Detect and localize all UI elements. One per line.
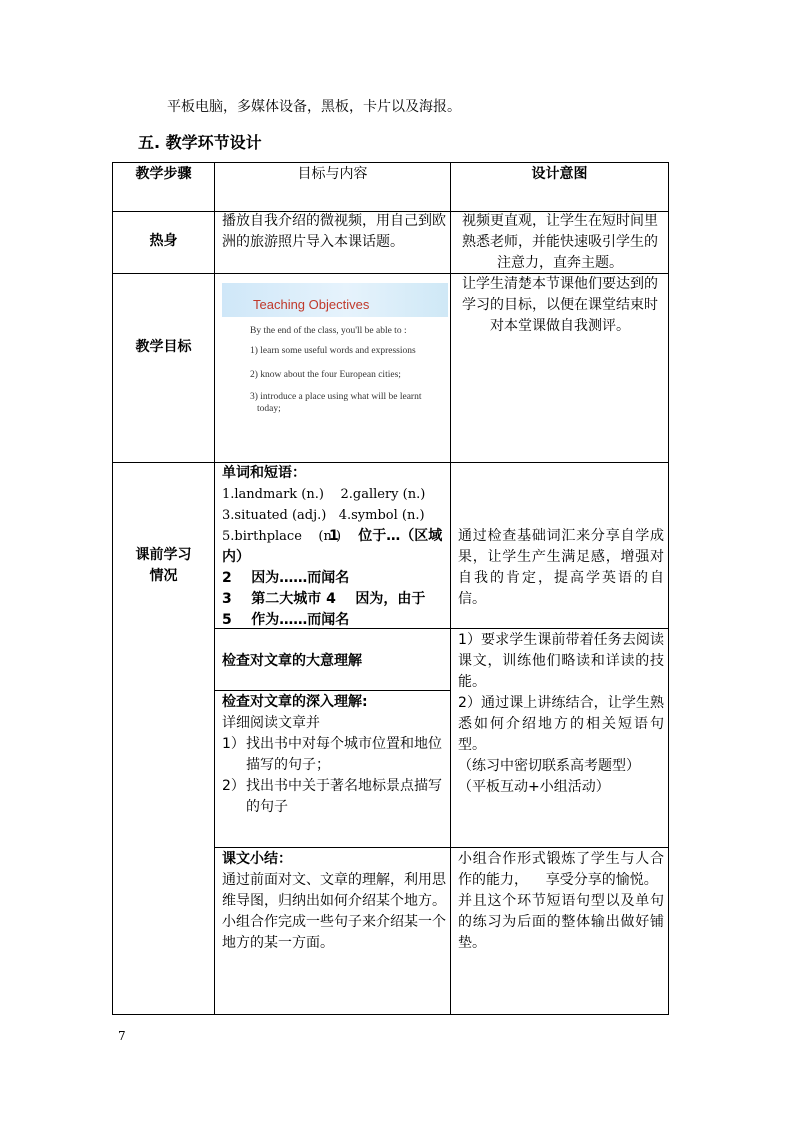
slide-item: 1) learn some useful words and expressions bbox=[250, 346, 416, 356]
vocab-line: 5 作为……而闻名 bbox=[222, 612, 350, 628]
deep-item-num: 1） bbox=[222, 736, 245, 752]
step-prestudy bbox=[113, 545, 214, 587]
reading-intent-4: （平板互动+小组活动） bbox=[458, 779, 610, 795]
table-border-left bbox=[112, 162, 113, 1015]
objectives-intent: 让学生清楚本节课他们要达到的学习的目标，以便在课堂结束时对本堂课做自我测评。 bbox=[462, 276, 658, 334]
table-rule bbox=[214, 690, 450, 691]
table-rule bbox=[214, 847, 669, 848]
vocab-line: 3.situated (adj.) 4.symbol (n.) bbox=[222, 508, 425, 523]
deep-item-num: 2） bbox=[222, 778, 245, 794]
main-idea-check: 检查对文章的大意理解 bbox=[222, 653, 362, 669]
table-border-top bbox=[112, 162, 669, 163]
vocab-line: 1 位于…（区域 bbox=[329, 528, 443, 544]
reading-intent-1: 1）要求学生课前带着任务去阅读课文，训练他们略读和详读的技能。 bbox=[458, 632, 664, 690]
vocab-line: 2 因为……而闻名 bbox=[222, 570, 350, 586]
vocab-line: 3 第二大城市 4 因为，由于 bbox=[222, 591, 426, 607]
step-warmup: 热身 bbox=[149, 233, 178, 249]
step-objectives: 教学目标 bbox=[135, 339, 192, 355]
summary-intent-2: 并且这个环节短语句型以及单句的练习为后面的整体输出做好铺垫。 bbox=[458, 893, 664, 951]
deep-item: 找出书中关于著名地标景点描写的句子 bbox=[246, 778, 442, 815]
vocab-title: 单词和短语： bbox=[222, 465, 306, 481]
header-intent: 设计意图 bbox=[531, 166, 588, 182]
reading-intent bbox=[458, 630, 664, 798]
vocab-line: 内） bbox=[222, 549, 250, 565]
summary-intent bbox=[458, 849, 664, 954]
header-step: 教学步骤 bbox=[135, 166, 192, 182]
table-col-rule bbox=[214, 162, 215, 1015]
deep-check-intro: 详细阅读文章并 bbox=[222, 715, 320, 731]
reading-intent-2: 2）通过课上讲练结合，让学生熟悉如何介绍地方的相关短语句型。 bbox=[458, 695, 664, 753]
table-border-right bbox=[668, 162, 669, 1015]
page-number: 7 bbox=[118, 1029, 126, 1043]
vocab-intent: 通过检查基础词汇来分享自学成果，让学生产生满足感，增强对自我的肯定，提高学英语的自信。 bbox=[458, 528, 664, 607]
table-border-bottom bbox=[112, 1014, 669, 1015]
slide-item: 3) introduce a place using what will be learnt bbox=[250, 392, 422, 402]
section-heading: 五. 教学环节设计 bbox=[138, 133, 262, 152]
summary-title: 课文小结： bbox=[222, 851, 292, 867]
slide-title: Teaching Objectives bbox=[253, 297, 370, 312]
header-content: 目标与内容 bbox=[297, 166, 368, 182]
table-col-rule bbox=[450, 162, 451, 1015]
warmup-intent: 视频更直观，让学生在短时间里熟悉老师，并能快速吸引学生的注意力，直奔主题。 bbox=[462, 213, 658, 271]
step-prestudy-line2: 情况 bbox=[149, 568, 178, 584]
deep-item: 找出书中对每个城市位置和地位描写的句子； bbox=[246, 736, 442, 773]
deep-check-title: 检查对文章的深入理解: bbox=[222, 694, 368, 710]
reading-intent-3: （练习中密切联系高考题型） bbox=[458, 758, 640, 774]
slide-intro: By the end of the class, you'll be able to : bbox=[250, 326, 407, 336]
summary-intent-1: 小组合作形式锻炼了学生与人合作的能力， 享受分享的愉悦。 bbox=[458, 851, 664, 888]
teaching-objectives-slide bbox=[222, 283, 450, 423]
warmup-content: 播放自我介绍的微视频，用自己到欧洲的旅游照片导入本课话题。 bbox=[222, 213, 446, 250]
intro-line: 平板电脑，多媒体设备，黑板，卡片以及海报。 bbox=[167, 99, 461, 115]
slide-item: today; bbox=[257, 404, 281, 414]
step-prestudy-line1: 课前学习 bbox=[135, 547, 192, 563]
vocab-line: 1.landmark (n.) 2.gallery (n.) bbox=[222, 487, 426, 502]
slide-item: 2) know about the four European cities; bbox=[250, 370, 401, 380]
vocab-line: 5.birthplace (n.) bbox=[222, 529, 342, 544]
summary-text: 通过前面对文、文章的理解，利用思维导图，归纳出如何介绍某个地方。小组合作完成一些句子来介绍某一个地方的某一方面。 bbox=[222, 872, 446, 951]
